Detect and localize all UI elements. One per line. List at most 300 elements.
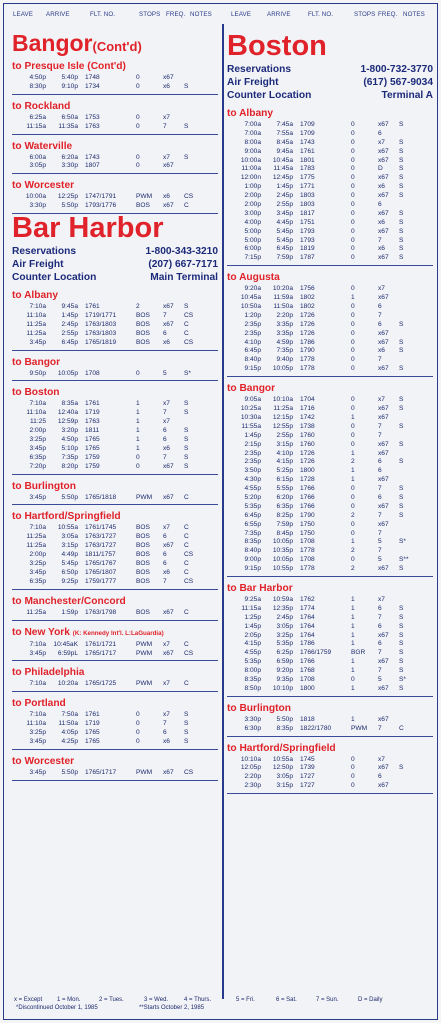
- frequency: x7: [163, 680, 170, 688]
- flight-row: [12, 711, 218, 720]
- leave-time: 7:10a: [29, 524, 46, 532]
- frequency: x67: [378, 476, 389, 484]
- arrive-time: 2:55p: [61, 329, 78, 337]
- flight-number: 1726: [300, 311, 315, 319]
- flight-number: 1760: [300, 440, 315, 448]
- route-to-waterville: [12, 141, 218, 175]
- flight-number: 1764: [300, 613, 315, 621]
- flight-row: [227, 396, 433, 405]
- flight-row: [227, 294, 433, 303]
- arrive-time: 3:15p: [276, 782, 293, 790]
- frequency: 6: [378, 640, 382, 648]
- stops: 1: [136, 444, 140, 452]
- notes: S: [399, 565, 404, 573]
- leave-time: 9:15p: [244, 365, 261, 373]
- stops: 0: [351, 485, 355, 493]
- arrive-time: 12:35p: [272, 604, 293, 612]
- contact-row-counter-location: [12, 271, 218, 284]
- flight-number: 1765/1807: [85, 568, 117, 576]
- contact-info: [12, 245, 218, 284]
- leave-time: 6:35p: [29, 577, 46, 585]
- stops: 1: [351, 667, 355, 675]
- frequency: 7: [163, 453, 167, 461]
- flight-row: [227, 556, 433, 565]
- flight-row: [227, 632, 433, 641]
- arrive-time: 5:50p: [61, 202, 78, 210]
- column-header-right: [228, 11, 438, 21]
- leave-time: 7:10a: [29, 680, 46, 688]
- flight-row: [227, 192, 433, 201]
- contact-label: Counter Location: [12, 272, 97, 284]
- leave-time: 5:35p: [244, 658, 261, 666]
- arrive-time: 12:55p: [272, 422, 293, 430]
- frequency: x67: [378, 254, 389, 262]
- flight-row: [12, 569, 218, 578]
- stops: 1: [351, 294, 355, 302]
- frequency: 7: [378, 422, 382, 430]
- flight-row: [227, 716, 433, 725]
- flight-row: [227, 321, 433, 330]
- notes: S: [399, 485, 404, 493]
- stops: 1: [351, 595, 355, 603]
- flight-row: [227, 685, 433, 694]
- notes: S: [399, 764, 404, 772]
- frequency: 7: [378, 547, 382, 555]
- flight-number: 1734: [85, 82, 100, 90]
- flight-number: 1819: [300, 245, 315, 253]
- flight-number: 1739: [300, 764, 315, 772]
- arrive-time: 9:45a: [61, 303, 78, 311]
- stops: 1: [136, 400, 140, 408]
- stops: 0: [136, 74, 140, 81]
- notes: S: [399, 422, 404, 430]
- arrive-time: 11:50a: [58, 720, 78, 728]
- leave-time: 3:30p: [29, 202, 46, 210]
- stops: 0: [351, 431, 355, 439]
- arrive-time: 9:20p: [276, 667, 293, 675]
- flight-row: [12, 162, 218, 171]
- notes: S: [399, 684, 404, 692]
- leave-time: 10:30a: [240, 413, 261, 421]
- flight-number: 1716: [300, 405, 315, 413]
- flight-number: 1775: [300, 174, 315, 182]
- notes: S: [184, 409, 189, 417]
- notes: CS: [184, 577, 194, 585]
- leave-time: 7:10a: [29, 400, 46, 408]
- stops: 0: [351, 209, 355, 217]
- arrive-time: 7:35p: [61, 453, 78, 461]
- stops: 1: [136, 427, 140, 435]
- frequency: x67: [378, 782, 389, 790]
- leave-time: 2:30p: [244, 782, 261, 790]
- city-title: [227, 32, 433, 61]
- destination-name: to Waterville: [12, 140, 73, 152]
- flight-row: [12, 154, 218, 163]
- frequency: x6: [163, 737, 170, 745]
- flight-row: [227, 512, 433, 521]
- contact-label: Reservations: [12, 246, 76, 258]
- column-divider: [222, 24, 224, 999]
- leave-time: 8:00p: [244, 667, 261, 675]
- stops: 1: [351, 658, 355, 666]
- leave-time: 8:35p: [244, 675, 261, 683]
- arrive-time: 11:50a: [273, 303, 293, 311]
- flight-number: 1753: [85, 113, 100, 121]
- notes: S: [184, 711, 189, 719]
- flight-number: 1748: [85, 74, 100, 81]
- stops: BOS: [136, 551, 150, 559]
- frequency: x67: [163, 202, 174, 210]
- notes: CS: [184, 338, 194, 346]
- leave-time: 10:00a: [240, 156, 261, 164]
- frequency: 5: [378, 556, 382, 564]
- leave-time: 8:50p: [244, 684, 261, 692]
- flight-row: [227, 303, 433, 312]
- flight-row: [12, 339, 218, 348]
- arrive-time: 9:45a: [276, 147, 293, 155]
- notes: S: [184, 400, 189, 408]
- notes: S: [399, 440, 404, 448]
- flight-number: 1774: [300, 604, 315, 612]
- stops: BOS: [136, 320, 150, 328]
- contact-value: 1-800-732-3770: [360, 64, 433, 75]
- flight-row: [227, 183, 433, 192]
- legend-item: 6 = Sat.: [276, 997, 297, 1003]
- stops: PWM: [136, 640, 153, 648]
- contact-label: Counter Location: [227, 90, 312, 101]
- destination-name: to Worcester: [12, 755, 75, 767]
- frequency: 7: [378, 724, 382, 732]
- frequency: x7: [378, 285, 385, 293]
- frequency: 5: [163, 369, 167, 377]
- arrive-time: 6:25p: [276, 649, 293, 657]
- frequency: x67: [378, 658, 389, 666]
- destination-heading: [12, 698, 218, 710]
- flight-number: 1766: [300, 493, 315, 501]
- leave-time: 2:35p: [244, 329, 261, 337]
- arrive-time: 5:40p: [61, 74, 78, 81]
- stops: 1: [136, 436, 140, 444]
- leave-time: 3:50p: [244, 467, 261, 475]
- stops: 0: [351, 338, 355, 346]
- flight-number: 1793: [300, 236, 315, 244]
- header-arrive: ARRIVE: [46, 11, 70, 18]
- notes: S: [184, 444, 189, 452]
- arrive-time: 3:45p: [276, 209, 293, 217]
- leave-time: 1:00p: [244, 183, 261, 191]
- flight-number: 1765/1717: [85, 649, 117, 657]
- stops: 2: [351, 458, 355, 466]
- arrive-time: 7:45a: [276, 121, 293, 128]
- flight-row: [227, 547, 433, 556]
- destination-name: to Albany: [12, 290, 59, 302]
- notes: S: [399, 604, 404, 612]
- destination-name: to Bar Harbor: [227, 582, 293, 594]
- arrive-time: 5:50p: [276, 715, 293, 723]
- destination-name: to Rockland: [12, 100, 71, 112]
- legend-item: x = Except: [14, 997, 43, 1003]
- arrive-time: 12:40a: [57, 409, 78, 417]
- notes: S: [399, 183, 404, 191]
- frequency: x6: [163, 444, 170, 452]
- flight-row: [227, 676, 433, 685]
- route-to-burlington: [12, 481, 218, 506]
- route-to-albany: [227, 108, 433, 266]
- destination-heading: [12, 667, 218, 679]
- arrive-time: 8:35a: [61, 400, 78, 408]
- stops: 2: [351, 511, 355, 519]
- arrive-time: 5:35p: [276, 640, 293, 648]
- notes: CS: [184, 768, 194, 776]
- flight-row: [227, 139, 433, 148]
- flight-number: 1709: [300, 121, 315, 128]
- leave-time: 3:25p: [29, 560, 46, 568]
- route-to-burlington: [227, 703, 433, 737]
- route-to-hartford-springfield: [12, 511, 218, 589]
- notes: C: [399, 724, 404, 732]
- destination-heading: [227, 583, 433, 595]
- arrive-time: 2:55p: [276, 431, 293, 439]
- flight-number: 1765/1819: [85, 338, 117, 346]
- leave-time: 10:50a: [240, 303, 261, 311]
- stops: 1: [351, 476, 355, 484]
- leave-time: 3:45p: [29, 768, 46, 776]
- flight-number: 1765/1725: [85, 680, 117, 688]
- stops: 0: [351, 782, 355, 790]
- notes: S: [184, 453, 189, 461]
- flight-row: [12, 83, 218, 92]
- frequency: 6: [378, 129, 382, 137]
- contact-value: 1-800-343-3210: [145, 246, 218, 258]
- arrive-time: 4:50p: [61, 436, 78, 444]
- arrive-time: 6:20p: [276, 493, 293, 501]
- flight-row: [227, 165, 433, 174]
- leave-time: 11:25a: [26, 533, 46, 541]
- notes: S: [399, 511, 404, 519]
- frequency: x67: [378, 764, 389, 772]
- flight-row: [12, 330, 218, 339]
- flight-row: [227, 614, 433, 623]
- city-boston: [227, 32, 433, 794]
- frequency: 6: [163, 560, 167, 568]
- stops: 0: [351, 405, 355, 413]
- city-name: Boston: [227, 30, 327, 62]
- notes: S: [399, 174, 404, 182]
- notes: S: [399, 640, 404, 648]
- flight-row: [12, 650, 218, 659]
- timetable-page: [3, 3, 438, 1020]
- route-to-bangor: [227, 383, 433, 577]
- leave-time: 1:45p: [244, 431, 261, 439]
- frequency: 7: [378, 236, 382, 244]
- notes: S: [399, 667, 404, 675]
- stops: 0: [351, 556, 355, 564]
- leave-time: 3:45p: [29, 493, 46, 501]
- flight-number: 1742: [300, 413, 315, 421]
- flight-row: [227, 347, 433, 356]
- flight-number: 1761/1721: [85, 640, 117, 648]
- stops: 0: [351, 764, 355, 772]
- legend-footer: [14, 997, 434, 1013]
- stops: 0: [351, 440, 355, 448]
- flight-number: 1763/1803: [85, 329, 117, 337]
- city-title: [12, 214, 218, 243]
- frequency: x7: [378, 595, 385, 603]
- city-bar-harbor: [12, 214, 218, 781]
- destination-heading: [12, 627, 218, 640]
- arrive-time: 7:35p: [276, 347, 293, 355]
- flight-row: [12, 551, 218, 560]
- notes: S: [399, 493, 404, 501]
- flight-number: 1778: [300, 547, 315, 555]
- flight-row: [12, 533, 218, 542]
- frequency: x67: [163, 608, 174, 616]
- leave-time: 2:00p: [29, 551, 46, 559]
- stops: 0: [351, 192, 355, 200]
- flight-number: 1766/1759: [300, 649, 332, 657]
- route-to-hartford-springfield: [227, 743, 433, 795]
- flight-number: 1764: [300, 622, 315, 630]
- arrive-time: 3:15p: [276, 440, 293, 448]
- frequency: x67: [378, 502, 389, 510]
- flight-number: 1765/1717: [85, 768, 117, 776]
- frequency: 6: [378, 622, 382, 630]
- flight-row: [12, 303, 218, 312]
- notes: S: [399, 227, 404, 235]
- left-column: [12, 32, 218, 781]
- stops: BOS: [136, 329, 150, 337]
- notes: S: [184, 737, 189, 745]
- legend-item: 2 = Tues.: [99, 997, 124, 1003]
- stops: 0: [136, 711, 140, 719]
- leave-time: 9:20a: [244, 285, 261, 293]
- flight-row: [227, 467, 433, 476]
- route-to-bangor: [12, 357, 218, 382]
- stops: 0: [351, 422, 355, 430]
- flight-row: [227, 148, 433, 157]
- leave-time: 6:45p: [244, 511, 261, 519]
- destination-heading: [12, 387, 218, 399]
- frequency: 7: [378, 356, 382, 364]
- flight-number: 1719: [85, 409, 100, 417]
- header-flight-no: FLT. NO.: [308, 11, 334, 18]
- stops: 1: [136, 418, 140, 426]
- notes: C: [184, 202, 189, 210]
- notes: S*: [399, 538, 406, 546]
- flight-row: [12, 524, 218, 533]
- arrive-time: 6:45p: [61, 338, 78, 346]
- notes: CS: [184, 649, 194, 657]
- leave-time: 3:30p: [244, 715, 261, 723]
- leave-time: 2:00p: [244, 201, 261, 209]
- destination-name: to Augusta: [227, 272, 280, 284]
- leave-time: 6:55p: [244, 520, 261, 528]
- notes: S: [184, 122, 189, 130]
- leave-time: 7:00a: [244, 129, 261, 137]
- leave-time: 6:45p: [244, 347, 261, 355]
- flight-number: 1762: [300, 595, 315, 603]
- leave-time: 11:25a: [26, 320, 46, 328]
- frequency: x67: [378, 121, 389, 128]
- flight-row: [227, 494, 433, 503]
- contact-row-reservations: [227, 63, 433, 76]
- contact-label: Air Freight: [227, 77, 279, 88]
- flight-number: 1764: [300, 631, 315, 639]
- destination-name: to Burlington: [12, 480, 76, 492]
- header-leave: LEAVE: [13, 11, 33, 18]
- notes: C: [184, 524, 189, 532]
- notes: S**: [399, 556, 409, 564]
- flight-row: [12, 400, 218, 409]
- arrive-time: 11:25a: [273, 405, 293, 413]
- flight-row: [227, 330, 433, 339]
- flight-row: [227, 130, 433, 139]
- stops: BOS: [136, 542, 150, 550]
- header-freq: FREQ.: [378, 11, 398, 18]
- stops: 1: [351, 449, 355, 457]
- route-to-bar-harbor: [227, 583, 433, 697]
- destination-name: to Boston: [12, 387, 60, 399]
- stops: BOS: [136, 202, 150, 210]
- destination-name: to Bangor: [12, 356, 61, 368]
- flight-number: 1727: [300, 782, 315, 790]
- frequency: x67: [378, 715, 389, 723]
- flight-number: 1807: [85, 162, 100, 170]
- flight-row: [12, 609, 218, 618]
- city-bangor: [12, 32, 218, 214]
- leave-time: 2:35p: [244, 449, 261, 457]
- leave-time: 2:15p: [244, 440, 261, 448]
- notes: S: [399, 502, 404, 510]
- leave-time: 4:00p: [244, 218, 261, 226]
- frequency: 7: [378, 485, 382, 493]
- leave-time: 3:45p: [29, 338, 46, 346]
- notes: S: [399, 147, 404, 155]
- flight-number: 1765: [85, 737, 100, 745]
- frequency: 6: [378, 201, 382, 209]
- flight-number: 1790: [300, 347, 315, 355]
- frequency: 7: [378, 649, 382, 657]
- flight-row: [12, 202, 218, 211]
- flight-row: [12, 769, 218, 778]
- leave-time: 9:00p: [244, 556, 261, 564]
- flight-number: 1751: [300, 218, 315, 226]
- destination-name: to Burlington: [227, 702, 291, 714]
- stops: 0: [351, 218, 355, 226]
- arrive-time: 3:30p: [61, 162, 78, 170]
- arrive-time: 10:55a: [272, 755, 293, 763]
- stops: 1: [351, 715, 355, 723]
- flight-number: 1726: [300, 458, 315, 466]
- right-column: [227, 32, 433, 794]
- notes: S: [399, 622, 404, 630]
- flight-row: [227, 764, 433, 773]
- leave-time: 1:45p: [244, 622, 261, 630]
- notes: S: [184, 303, 189, 311]
- flight-row: [227, 782, 433, 791]
- arrive-time: 4:45p: [276, 218, 293, 226]
- arrive-time: 12:50p: [272, 764, 293, 772]
- stops: 1: [136, 409, 140, 417]
- arrive-time: 12:25p: [57, 193, 78, 201]
- leave-time: 11:15a: [26, 122, 46, 130]
- leave-time: 7:00a: [244, 121, 261, 128]
- flight-number: 1763/1727: [85, 542, 117, 550]
- stops: 0: [136, 462, 140, 470]
- flight-number: 1726: [300, 449, 315, 457]
- flight-row: [227, 312, 433, 321]
- arrive-time: 8:45p: [276, 529, 293, 537]
